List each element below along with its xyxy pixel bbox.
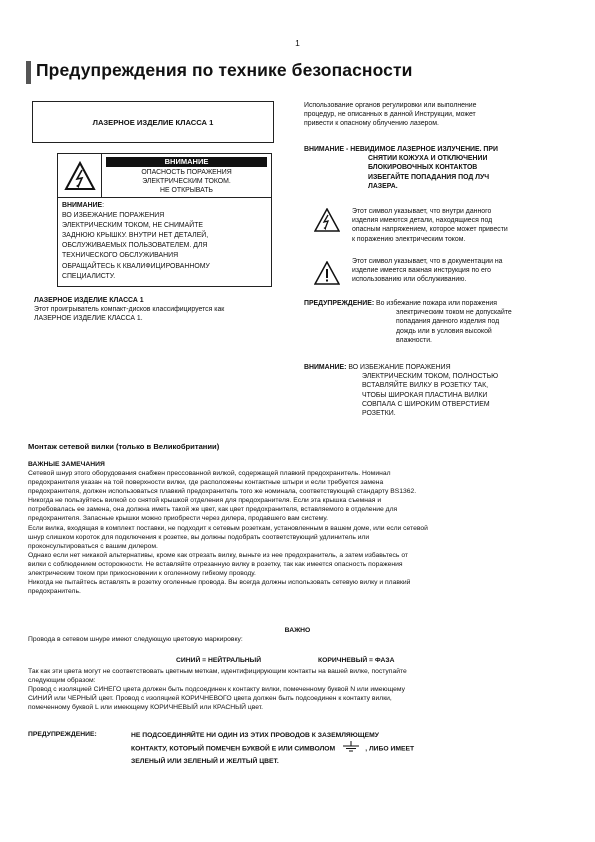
laser-class-box — [32, 101, 274, 143]
lightning-warning-icon — [58, 154, 102, 197]
page-title: Предупреждения по технике безопасности — [36, 60, 413, 80]
uk-plug-body — [28, 469, 573, 596]
uk-plug-line: шнур слишком короток для подключения к розетке, вы должны подобрать соответствующий удлинитель или — [28, 533, 370, 541]
symbol-instruction-text — [352, 257, 577, 285]
uk-plug-line: предохранителя указан на той поверхности вилки, где расположены контактные штыри и если требуется замена — [28, 479, 384, 487]
laser-radiation-warning-line: БЛОКИРОВОЧНЫХ КОНТАКТОВ — [368, 164, 478, 172]
plug-caution-line: РОЗЕТКИ. — [362, 410, 396, 418]
final-warning-line — [131, 741, 571, 756]
wire-marking-line: Провода в сетевом шнуре имеют следующую цветовую маркировку: — [28, 636, 243, 643]
fire-warning — [304, 299, 579, 345]
symbol-instruction-line: Этот символ указывает, что в документации на — [352, 258, 503, 265]
final-warning-line2b: , ЛИБО ИМЕЕТ — [365, 745, 415, 753]
plug-caution-line: ЧТОБЫ ШИРОКАЯ ПЛАСТИНА ВИЛКИ — [362, 391, 488, 399]
symbol-voltage-line: Этот символ указывает, что внутри данного — [352, 208, 492, 215]
uk-plug-line: вилки с соблюдением осторожности. Не вставляйте отрезанную вилку в розетку, так как имеется опасность поражения — [28, 560, 403, 568]
warning-body-line: ЗАДНЮЮ КРЫШКУ. ВНУТРИ НЕТ ДЕТАЛЕЙ, — [62, 232, 209, 240]
fire-warning-first: Во избежание пожара или поражения — [376, 300, 497, 307]
plug-caution-first: ВО ИЗБЕЖАНИЕ ПОРАЖЕНИЯ — [348, 364, 451, 371]
controls-note-line: привести к опасному облучению лазером. — [304, 120, 439, 128]
uk-plug-line: Никогда не пользуйтесь вилкой со снятой крышкой отделения для предохранителя. Если эта крышка съемная и — [28, 497, 382, 505]
laser-radiation-warning-label: ВНИМАНИЕ - НЕВИДИМОЕ ЛАЗЕРНОЕ ИЗЛУЧЕНИЕ. ПРИ — [304, 146, 498, 153]
final-warning-line: ЗЕЛЕНЫЙ ИЛИ ЗЕЛЕНЫЙ И ЖЕЛТЫЙ ЦВЕТ. — [131, 758, 279, 765]
color-instruction-line: Провод с изоляцией СИНЕГО цвета должен быть подсоединен к контакту вилки, помеченному буквой N или имеющему — [28, 686, 405, 694]
controls-note-line: Использование органов регулировки или выполнение — [304, 102, 477, 109]
warning-subtitle-line: ЭЛЕКТРИЧЕСКИМ ТОКОМ. — [142, 178, 231, 186]
warning-body-line: ОБСЛУЖИВАЕМЫХ ПОЛЬЗОВАТЕЛЕМ. ДЛЯ — [62, 242, 208, 250]
warning-box — [57, 153, 272, 287]
uk-plug-line: предохранителя. Запасные крышки можно приобрести через дилера, продавшего вам систему. — [28, 515, 328, 523]
plug-caution-first-line — [304, 363, 579, 372]
uk-plug-line: Однако если нет никакой альтернативы, кроме как отрезать вилку, выньте из нее предохранитель, а затем избавьтесь от — [28, 551, 409, 559]
uk-plug-line: проконсультироваться с вашим дилером. — [28, 542, 158, 550]
laser-class-text — [34, 296, 294, 324]
fire-warning-line: попадания данного изделия под — [396, 318, 500, 326]
color-instructions — [28, 667, 573, 712]
exclamation-triangle-icon — [314, 261, 340, 290]
color-instruction-line: Так как эти цвета могут не соответствовать цветным меткам, идентифицирующим контакты на вашей вилке, поступайте — [28, 668, 407, 675]
final-warning-line2a: КОНТАКТУ, КОТОРЫЙ ПОМЕЧЕН БУКВОЙ Е ИЛИ СИМВОЛОМ — [131, 745, 336, 753]
warning-body-line: ТЕХНИЧЕСКОГО ОБСЛУЖИВАНИЯ — [62, 252, 179, 260]
laser-class-line: ЛАЗЕРНОЕ ИЗДЕЛИЕ КЛАССА 1. — [34, 315, 143, 323]
warning-title: ВНИМАНИЕ — [106, 157, 267, 167]
page-number: 1 — [295, 38, 300, 48]
warning-subtitle-line: ОПАСНОСТЬ ПОРАЖЕНИЯ — [141, 169, 232, 176]
final-warning-text — [131, 730, 571, 767]
lightning-triangle-icon — [314, 208, 340, 237]
uk-plug-heading: Монтаж сетевой вилки (только в Великобритании) — [28, 442, 220, 451]
uk-plug-line: электрическим током при прикосновении к оголенному гибкому проводу. — [28, 570, 256, 578]
plug-caution — [304, 363, 579, 418]
warning-body-line: ОБРАЩАЙТЕСЬ К КВАЛИФИЦИРОВАННОМУ — [62, 262, 210, 270]
uk-plug-line: Сетевой шнур этого оборудования снабжен прессованной вилкой, содержащей плавкий предохранитель. Номинал — [28, 470, 391, 477]
plug-caution-line: СОВПАЛА С ШИРОКИМ ОТВЕРСТИЕМ — [362, 400, 490, 408]
symbol-voltage-line: изделия имеются детали, находящиеся под — [352, 217, 493, 225]
symbol-voltage-line: опасным напряжением, которое может привести — [352, 226, 508, 234]
symbol-instruction-line: использованию или обслуживанию. — [352, 276, 467, 284]
laser-radiation-warning-line: ИЗБЕГАЙТЕ ПОПАДАНИЯ ПОД ЛУЧ — [368, 173, 490, 181]
warning-body-label: ВНИМАНИЕ — [62, 202, 103, 209]
warning-subtitle — [102, 167, 271, 197]
blue-neutral: СИНИЙ = НЕЙТРАЛЬНЫЙ — [176, 657, 262, 664]
warning-body-line: ЭЛЕКТРИЧЕСКИМ ТОКОМ, НЕ СНИМАЙТЕ — [62, 222, 204, 230]
important-notes-heading: ВАЖНЫЕ ЗАМЕЧАНИЯ — [28, 461, 105, 468]
uk-plug-line: потребовалась ее замена, она должна иметь такой же цвет, как цвет предохранителя, вставляемого в отделение для — [28, 506, 398, 514]
warning-box-body — [58, 198, 271, 285]
color-instruction-line: СИНИЙ или ЧЕРНЫЙ цвет. Провод с изоляцией КОРИЧНЕВОГО цвета должен быть подсоединен к контакту вилки, — [28, 695, 392, 703]
warning-body-label-suffix: : — [102, 202, 105, 209]
laser-class-box-label: ЛАЗЕРНОЕ ИЗДЕЛИЕ КЛАССА 1 — [92, 117, 214, 127]
color-instruction-line: помеченному буквой L или имеющему КОРИЧНЕВЫЙ или КРАСНЫЙ цвет. — [28, 704, 263, 712]
brown-live: КОРИЧНЕВЫЙ = ФАЗА — [318, 657, 395, 664]
laser-radiation-warning-line: ЛАЗЕРА. — [368, 182, 398, 190]
color-instruction-line: следующим образом: — [28, 677, 96, 685]
warning-body-label-line — [62, 201, 267, 211]
laser-class-line: Этот проигрыватель компакт-дисков классифицируется как — [34, 306, 225, 314]
laser-class-heading: ЛАЗЕРНОЕ ИЗДЕЛИЕ КЛАССА 1 — [34, 297, 144, 304]
plug-caution-line: ВСТАВЛЯЙТЕ ВИЛКУ В РОЗЕТКУ ТАК, — [362, 382, 489, 390]
uk-plug-line: предохранителя, должен использоваться плавкий предохранитель того же номинала, соответствующий стандарту BS1362. — [28, 488, 417, 496]
symbol-voltage-line: к поражению электрическим током. — [352, 235, 466, 243]
fire-warning-label: ПРЕДУПРЕЖДЕНИЕ: — [304, 300, 375, 307]
warning-body-line: ВО ИЗБЕЖАНИЕ ПОРАЖЕНИЯ — [62, 212, 165, 220]
plug-caution-line: ЭЛЕКТРИЧЕСКИМ ТОКОМ, ПОЛНОСТЬЮ — [362, 373, 499, 381]
important-label: ВАЖНО — [284, 627, 311, 634]
controls-note-line: процедур, не описанных в данной Инструкции, может — [304, 111, 476, 119]
final-warning-line: НЕ ПОДСОЕДИНЯЙТЕ НИ ОДИН ИЗ ЭТИХ ПРОВОДОВ К ЗАЗЕМЛЯЮЩЕМУ — [131, 732, 379, 739]
laser-radiation-warning-line: СНЯТИИ КОЖУХА И ОТКЛЮЧЕНИИ — [368, 155, 488, 163]
title-accent-bar — [26, 61, 31, 84]
laser-radiation-warning — [304, 145, 574, 191]
fire-warning-line: электрическим током не допускайте — [396, 309, 512, 317]
fire-warning-first-line — [304, 299, 579, 308]
warning-body-line: СПЕЦИАЛИСТУ. — [62, 272, 116, 280]
final-warning-label: ПРЕДУПРЕЖДЕНИЕ: — [28, 731, 97, 738]
uk-plug-line: Если вилка, входящая в комплект поставки, не подходит к сетевым розеткам, установленным в вашем доме, или если сетевой — [28, 524, 428, 532]
controls-note — [304, 101, 574, 129]
plug-caution-label: ВНИМАНИЕ: — [304, 364, 347, 371]
warning-box-header — [58, 154, 271, 198]
warning-subtitle-line: НЕ ОТКРЫВАТЬ — [160, 187, 213, 195]
warning-box-heading — [102, 154, 271, 197]
uk-plug-line: Никогда не пытайтесь вставлять в розетку оголенные провода. Вы всегда должны использовать сетевую вилку и плавкий — [28, 579, 411, 587]
symbol-instruction-line: изделие имеется важная инструкция по его — [352, 267, 492, 275]
fire-warning-line: влажности. — [396, 336, 432, 344]
symbol-voltage-text — [352, 207, 577, 244]
ground-symbol-icon — [341, 741, 361, 756]
uk-plug-line: предохранитель. — [28, 588, 81, 596]
fire-warning-line: дождь или в условия высокой — [396, 327, 492, 335]
